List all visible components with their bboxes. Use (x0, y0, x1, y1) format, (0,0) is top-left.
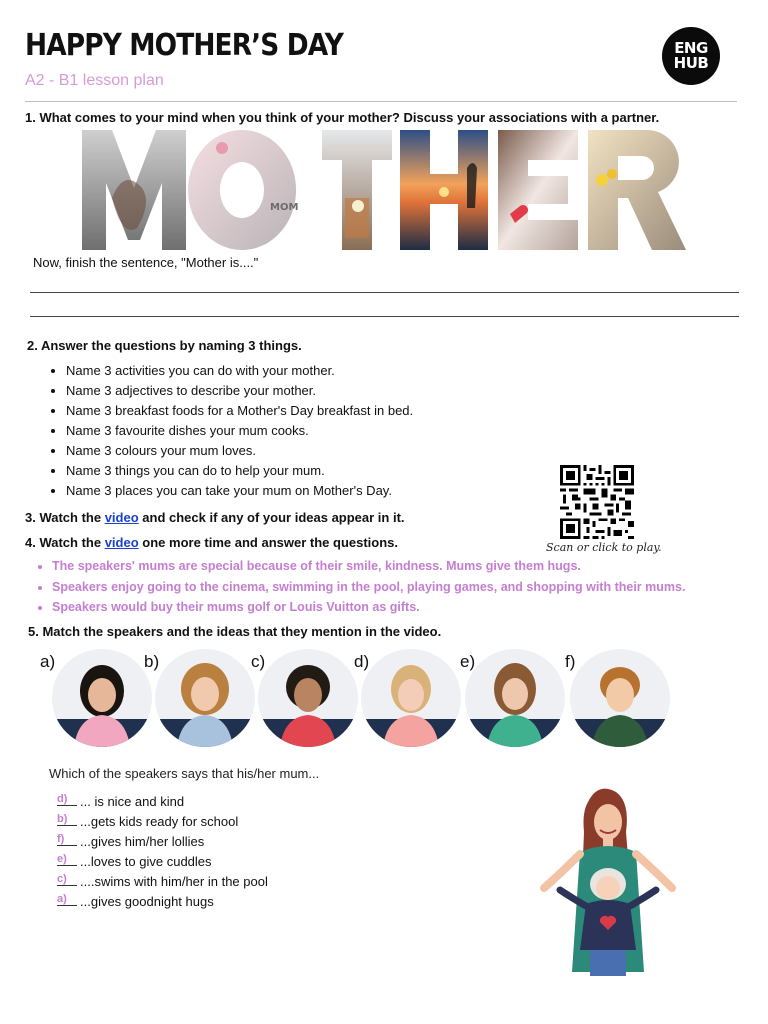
mother-child-illustration (530, 782, 690, 982)
speaker-photo-a (52, 649, 152, 747)
match-item: d) ... is nice and kind (57, 793, 185, 809)
qr-caption: Scan or click to play. (546, 541, 662, 554)
video-link[interactable]: video (104, 535, 139, 550)
letter-r (588, 130, 686, 250)
header-divider (25, 101, 737, 102)
speaker-label: c) (251, 652, 266, 671)
match-item: f) ...gives him/her lollies (57, 833, 205, 849)
answer-blank[interactable]: f) (57, 833, 77, 846)
question-1: 1. What comes to your mind when you think of your mother? Discuss your associations with a partner. (25, 110, 660, 125)
question-4: 4. Watch the video one more time and answer the questions. (25, 535, 399, 550)
svg-text:MOM: MOM (270, 202, 299, 213)
enghub-logo[interactable] (662, 27, 720, 85)
speaker-photo-c (258, 649, 358, 747)
speaker-label: b) (144, 652, 160, 671)
answer-blank[interactable]: c) (57, 873, 77, 886)
answer-line-2[interactable] (30, 316, 739, 317)
speaker-photo-b (155, 649, 255, 747)
video-link[interactable]: video (104, 510, 139, 525)
list-item: • Name 3 adjectives to describe your mother. (66, 381, 413, 401)
list-item: • Name 3 breakfast foods for a Mother's Day breakfast in bed. (66, 401, 413, 421)
answer-blank[interactable]: d) (57, 793, 77, 806)
qr-code[interactable] (560, 465, 634, 539)
letter-e (498, 130, 578, 250)
list-item: • Speakers enjoy going to the cinema, swimming in the pool, playing games, and shopping with their mums. (52, 577, 685, 598)
list-item: • The speakers' mums are special because of their smile, kindness. Mums give them hugs. (52, 556, 685, 577)
list-item: • Name 3 colours your mum loves. (66, 441, 413, 461)
answer-blank[interactable]: b) (57, 813, 77, 826)
mother-photo-word-art (82, 128, 687, 252)
name-three-things-list (48, 361, 413, 501)
logo-line-1: ENG (674, 39, 708, 57)
match-item: a) ...gives goodnight hugs (57, 893, 214, 909)
question-3: 3. Watch the video and check if any of your ideas appear in it. (25, 510, 405, 525)
speaker-label: e) (460, 652, 476, 671)
list-item: • Name 3 activities you can do with your mother. (66, 361, 413, 381)
match-item: c) ....swims with him/her in the pool (57, 873, 268, 889)
list-item: • Name 3 favourite dishes your mum cooks. (66, 421, 413, 441)
answer-line-1[interactable] (30, 292, 739, 293)
match-item: e) ...loves to give cuddles (57, 853, 212, 869)
video-answers-list (34, 556, 685, 618)
finish-sentence-prompt: Now, finish the sentence, "Mother is...." (33, 255, 259, 270)
question-2: 2. Answer the questions by naming 3 things. (27, 338, 302, 353)
list-item: • Speakers would buy their mums golf or Louis Vuitton as gifts. (52, 597, 685, 618)
answer-blank[interactable]: a) (57, 893, 77, 906)
list-item: • Name 3 things you can do to help your mum. (66, 461, 413, 481)
speaker-photo-f (570, 649, 670, 747)
match-item: b) ...gets kids ready for school (57, 813, 239, 829)
speaker-label: d) (354, 652, 370, 671)
list-item: • Name 3 places you can take your mum on Mother's Day. (66, 481, 413, 501)
logo-line-2: HUB (673, 54, 709, 72)
match-prompt: Which of the speakers says that his/her mum... (49, 766, 320, 781)
speaker-label: a) (40, 652, 56, 671)
page-subtitle: A2 - B1 lesson plan (25, 72, 164, 89)
speaker-label: f) (565, 652, 576, 671)
question-5: 5. Match the speakers and the ideas that they mention in the video. (28, 624, 442, 639)
page-title: HAPPY MOTHER’S DAY (25, 28, 344, 63)
speaker-photo-e (465, 649, 565, 747)
letter-o (188, 130, 299, 250)
answer-blank[interactable]: e) (57, 853, 77, 866)
speaker-photo-d (361, 649, 461, 747)
